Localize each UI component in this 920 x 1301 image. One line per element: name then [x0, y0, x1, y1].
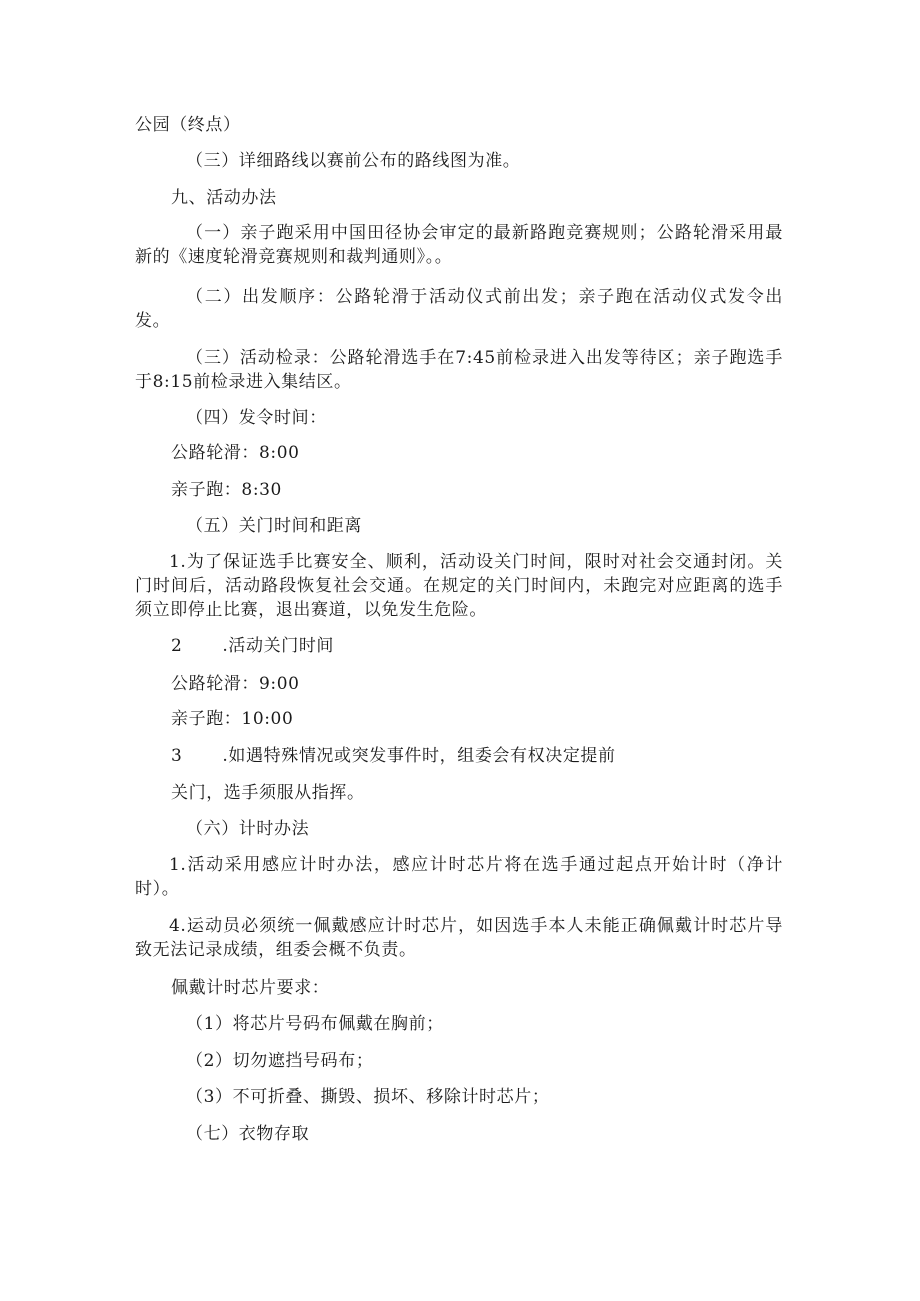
section-item: （七）衣物存取: [186, 1124, 310, 1144]
section-item: （五）关门时间和距离: [186, 516, 362, 536]
item-number: 3: [171, 746, 183, 766]
numbered-line: [171, 744, 821, 768]
section-item: （六）计时办法: [186, 819, 310, 839]
paragraph: （三）活动检录：公路轮滑选手在7:45前检录进入出发等待区；亲子跑选手于8:15前检录进入集结区。: [135, 348, 783, 392]
text-line: 亲子跑：10:00: [171, 709, 294, 729]
item-text: .活动关门时间: [222, 636, 335, 656]
numbered-line: [171, 634, 821, 658]
text-line: 公园（终点）: [135, 115, 241, 135]
section-item: （四）发令时间：: [186, 408, 327, 428]
paragraph: （二）出发顺序：公路轮滑于活动仪式前出发；亲子跑在活动仪式发令出发。: [135, 287, 783, 331]
section-item: （三）详细路线以赛前公布的路线图为准。: [186, 151, 521, 171]
paragraph: （一）亲子跑采用中国田径协会审定的最新路跑竞赛规则；公路轮滑采用最新的《速度轮滑竞赛规则和裁判通则》。。: [135, 223, 783, 267]
section-heading: 九、活动办法: [171, 188, 277, 208]
paragraph: 4.运动员必须统一佩戴感应计时芯片，如因选手本人未能正确佩戴计时芯片导致无法记录成绩，组委会概不负责。: [135, 916, 783, 960]
paragraph: 1.活动采用感应计时办法，感应计时芯片将在选手通过起点开始计时（净计时）。: [135, 855, 783, 899]
text-line: 公路轮滑：9:00: [171, 674, 300, 694]
text-line: 佩戴计时芯片要求：: [171, 978, 330, 998]
text-line: 亲子跑：8:30: [171, 480, 282, 500]
item-number: 2: [171, 636, 183, 656]
paragraph: 1.为了保证选手比赛安全、顺利，活动设关门时间，限时对社会交通封闭。关门时间后，活动路段恢复社会交通。在规定的关门时间内，未跑完对应距离的选手须立即停止比赛，退出赛道，以免发生危险。: [135, 552, 783, 620]
text-line: 关门，选手须服从指挥。: [171, 783, 365, 803]
item-text: .如遇特殊情况或突发事件时，组委会有权决定提前: [222, 746, 616, 766]
text-line: 公路轮滑：8:00: [171, 443, 300, 463]
list-item: （2）切勿遮挡号码布；: [186, 1051, 374, 1071]
list-item: （3）不可折叠、撕毁、损坏、移除计时芯片；: [186, 1087, 550, 1107]
list-item: （1）将芯片号码布佩戴在胸前；: [186, 1014, 444, 1034]
